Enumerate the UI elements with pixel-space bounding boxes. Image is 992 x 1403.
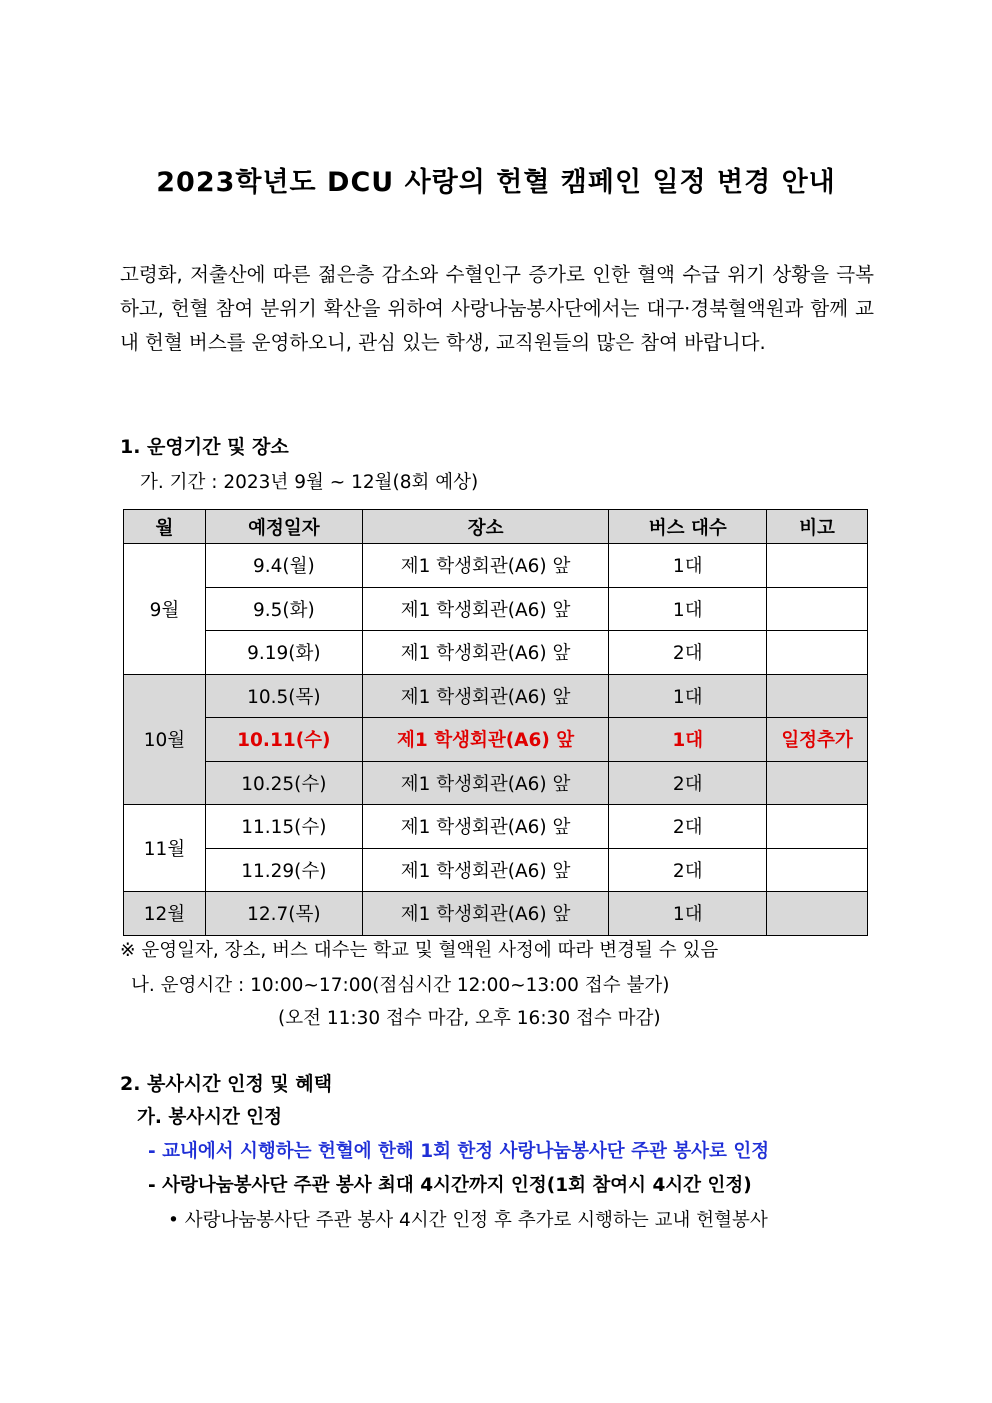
note-cell — [767, 761, 868, 805]
note-cell: 일정추가 — [767, 718, 868, 762]
table-row-added — [124, 718, 868, 762]
place-cell: 제1 학생회관(A6) 앞 — [362, 805, 609, 849]
header-note: 비고 — [767, 510, 868, 544]
place-cell: 제1 학생회관(A6) 앞 — [362, 761, 609, 805]
bus-cell: 2대 — [609, 761, 767, 805]
date-cell: 10.5(목) — [205, 674, 362, 718]
date-cell: 11.15(수) — [205, 805, 362, 849]
bus-cell: 1대 — [609, 544, 767, 588]
date-cell: 9.19(화) — [205, 631, 362, 675]
schedule-change-note: ※ 운영일자, 장소, 버스 대수는 학교 및 혈액원 사정에 따라 변경될 수 있음 — [120, 940, 719, 961]
benefit-item-1: - 교내에서 시행하는 헌혈에 한해 1회 한정 사랑나눔봉사단 주관 봉사로 인정 — [148, 1141, 770, 1162]
place-cell: 제1 학생회관(A6) 앞 — [362, 848, 609, 892]
table-header-row — [124, 510, 868, 544]
date-cell: 10.25(수) — [205, 761, 362, 805]
bus-cell: 1대 — [609, 674, 767, 718]
table-row — [124, 892, 868, 936]
table-row — [124, 674, 868, 718]
document-title: 2023학년도 DCU 사랑의 헌혈 캠페인 일정 변경 안내 — [156, 167, 836, 198]
date-cell: 11.29(수) — [205, 848, 362, 892]
benefit-item-2: - 사랑나눔봉사단 주관 봉사 최대 4시간까지 인정(1회 참여시 4시간 인정) — [148, 1175, 752, 1196]
note-cell — [767, 805, 868, 849]
bus-cell: 2대 — [609, 805, 767, 849]
note-cell — [767, 544, 868, 588]
note-cell — [767, 848, 868, 892]
date-cell: 12.7(목) — [205, 892, 362, 936]
note-cell — [767, 674, 868, 718]
note-cell — [767, 631, 868, 675]
place-cell: 제1 학생회관(A6) 앞 — [362, 587, 609, 631]
hours-line: 나. 운영시간 : 10:00~17:00(점심시간 12:00~13:00 접수 불가) — [131, 975, 670, 996]
note-cell — [767, 587, 868, 631]
period-line: 가. 기간 : 2023년 9월 ~ 12월(8회 예상) — [140, 472, 479, 493]
month-cell: 11월 — [124, 805, 206, 892]
month-cell: 9월 — [124, 544, 206, 675]
table-row — [124, 805, 868, 849]
header-month: 월 — [124, 510, 206, 544]
place-cell: 제1 학생회관(A6) 앞 — [362, 674, 609, 718]
table-row — [124, 631, 868, 675]
bus-cell: 1대 — [609, 892, 767, 936]
schedule-table — [123, 509, 868, 936]
month-cell: 10월 — [124, 674, 206, 805]
header-bus-count: 버스 대수 — [609, 510, 767, 544]
table-row — [124, 848, 868, 892]
bus-cell: 1대 — [609, 587, 767, 631]
note-cell — [767, 892, 868, 936]
place-cell: 제1 학생회관(A6) 앞 — [362, 544, 609, 588]
section1-heading: 1. 운영기간 및 장소 — [120, 436, 289, 458]
hours-subline: (오전 11:30 접수 마감, 오후 16:30 접수 마감) — [278, 1008, 661, 1029]
bus-cell: 1대 — [609, 718, 767, 762]
bus-cell: 2대 — [609, 848, 767, 892]
benefit-item-3: • 사랑나눔봉사단 주관 봉사 4시간 인정 후 추가로 시행하는 교내 헌혈봉사 — [168, 1210, 768, 1231]
date-cell: 9.4(월) — [205, 544, 362, 588]
bus-cell: 2대 — [609, 631, 767, 675]
date-cell: 10.11(수) — [205, 718, 362, 762]
volunteer-hours-subheading: 가. 봉사시간 인정 — [137, 1107, 283, 1128]
place-cell: 제1 학생회관(A6) 앞 — [362, 631, 609, 675]
intro-paragraph: 고령화, 저출산에 따른 젊은층 감소와 수혈인구 증가로 인한 혈액 수급 위기 상황을 극복하고, 헌혈 참여 분위기 확산을 위하여 사랑나눔봉사단에서는 대구·경북혈액원과 함께 교내 헌혈 버스를 운영하오니, 관심 있는 학생, 교직원들의 많은 참여 바랍니다. — [120, 263, 874, 354]
place-cell: 제1 학생회관(A6) 앞 — [362, 718, 609, 762]
date-cell: 9.5(화) — [205, 587, 362, 631]
table-row — [124, 587, 868, 631]
section2-heading: 2. 봉사시간 인정 및 혜택 — [120, 1073, 333, 1095]
month-cell: 12월 — [124, 892, 206, 936]
header-date: 예정일자 — [205, 510, 362, 544]
table-row — [124, 544, 868, 588]
header-place: 장소 — [362, 510, 609, 544]
place-cell: 제1 학생회관(A6) 앞 — [362, 892, 609, 936]
table-row — [124, 761, 868, 805]
